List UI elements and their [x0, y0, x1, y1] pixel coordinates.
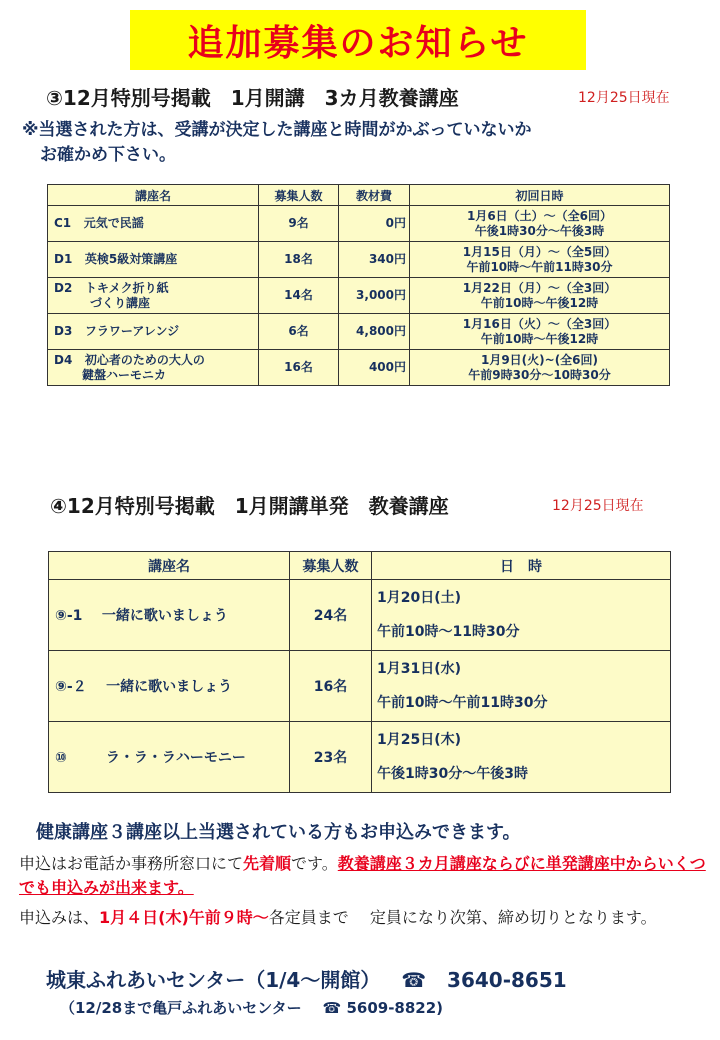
fee-cell: 340円 [339, 242, 410, 278]
header-capacity: 募集人数 [259, 185, 339, 206]
temporary-contact-line [60, 997, 443, 1018]
table-row [48, 314, 670, 350]
health-course-note: 健康講座３講座以上当選されている方もお申込みできます。 [36, 822, 521, 843]
course-name: 初心者のための大人の [84, 352, 205, 367]
header-course-name: 講座名 [49, 552, 290, 580]
course-code: C1 [54, 216, 72, 230]
apply-multiple-note: 教養講座３カ月講座ならびに単発講座中からいくつでも申込みが出来ます。 [19, 854, 706, 897]
capacity-cell: 16名 [290, 651, 372, 722]
date-line1: 1月15日（月）～（全5回） [462, 244, 617, 259]
course-name-line2: 鍵盤ハーモニカ [82, 367, 167, 382]
course-code: D1 [54, 252, 73, 266]
phone-icon: ☎ [401, 968, 427, 992]
page-title: 追加募集のお知らせ [130, 10, 586, 70]
header-datetime: 日 時 [372, 552, 671, 580]
date-cell [410, 278, 670, 314]
course-name-cell [49, 580, 290, 651]
table-row [48, 206, 670, 242]
apply-paragraph-2 [19, 906, 709, 930]
course-code: D4 [54, 352, 73, 367]
capacity-cell: 24名 [290, 580, 372, 651]
table-row [48, 350, 670, 386]
date-cell [410, 350, 670, 386]
section2-heading: ④12月特別号掲載 1月開講単発 教養講座 [50, 494, 449, 518]
date-cell [372, 722, 671, 793]
phone-icon: ☎ [322, 999, 342, 1017]
section1-note-line2: お確かめ下さい。 [40, 145, 176, 165]
course-name: トキメク折り紙 [84, 280, 169, 295]
date-line2: 午前10時～11時30分 [377, 624, 520, 640]
date-line1: 1月9日(火)~(全6回) [480, 352, 599, 367]
course-name-cell [49, 651, 290, 722]
course-code: ⑨-２ [55, 679, 87, 695]
course-code: D3 [54, 324, 73, 338]
course-name-cell [48, 350, 259, 386]
phone-number: 3640-8651 [447, 968, 567, 992]
course-code: ⑩ [55, 750, 67, 766]
fee-cell: 4,800円 [339, 314, 410, 350]
date-line2: 午前9時30分～10時30分 [468, 367, 611, 382]
date-line1: 1月31日(水) [377, 661, 462, 677]
course-code: D2 [54, 280, 73, 295]
date-line2: 午前10時～午後12時 [480, 295, 599, 310]
center-name: 城東ふれあいセンター（1/4～開館） [46, 968, 381, 992]
fee-cell: 400円 [339, 350, 410, 386]
course-table-3month [47, 184, 670, 386]
fee-cell: 3,000円 [339, 278, 410, 314]
date-line1: 1月22日（月）～（全3回） [462, 280, 617, 295]
section1-heading: ③12月特別号掲載 1月開講 3カ月教養講座 [46, 86, 459, 110]
date-line1: 1月6日（土）～（全6回） [466, 208, 613, 223]
table-row [48, 242, 670, 278]
section1-as-of: 12月25日現在 [578, 90, 670, 106]
apply-start-date: 1月４日(木)午前９時～ [99, 908, 269, 927]
temporary-phone-number: 5609-8822) [346, 999, 444, 1017]
capacity-cell: 18名 [259, 242, 339, 278]
course-name-cell [48, 242, 259, 278]
date-cell [410, 206, 670, 242]
course-table-single [48, 551, 671, 793]
date-line2: 午前10時～午前11時30分 [466, 259, 613, 274]
capacity-cell: 16名 [259, 350, 339, 386]
first-come-label: 先着順 [243, 854, 292, 873]
date-cell [410, 242, 670, 278]
date-line1: 1月20日(土) [377, 590, 462, 606]
header-capacity: 募集人数 [290, 552, 372, 580]
header-first-date: 初回日時 [410, 185, 670, 206]
course-name: 英検5級対策講座 [84, 252, 178, 266]
course-code: ⑨-1 [55, 608, 83, 624]
capacity-cell: 23名 [290, 722, 372, 793]
course-name-cell [48, 206, 259, 242]
capacity-cell: 14名 [259, 278, 339, 314]
course-name-cell [48, 278, 259, 314]
course-name: ラ・ラ・ラハーモニー [105, 750, 246, 766]
apply-start-label: 申込みは、 [19, 908, 100, 927]
table-header-row [49, 552, 671, 580]
table-header-row [48, 185, 670, 206]
table-row [49, 651, 671, 722]
section1-note-line1: ※当選された方は、受講が決定した講座と時間がかぶっていないか [22, 120, 532, 140]
apply-paragraph-1 [19, 852, 709, 900]
temporary-center: （12/28まで亀戸ふれあいセンター [60, 999, 302, 1017]
date-line1: 1月25日(木) [377, 732, 462, 748]
table-row [48, 278, 670, 314]
course-name-cell [48, 314, 259, 350]
date-cell [410, 314, 670, 350]
date-line2: 午後1時30分～午後3時 [377, 766, 528, 782]
apply-method-end: です。 [291, 854, 338, 873]
date-line1: 1月16日（火）～（全3回） [462, 316, 617, 331]
fee-cell: 0円 [339, 206, 410, 242]
course-name: フラワーアレンジ [84, 324, 180, 338]
date-cell [372, 651, 671, 722]
header-material-fee: 教材費 [339, 185, 410, 206]
capacity-cell: 6名 [259, 314, 339, 350]
apply-deadline-note: 各定員まで 定員になり次第、締め切りとなります。 [268, 908, 657, 927]
date-line2: 午前10時～午前11時30分 [377, 695, 548, 711]
table-row [49, 722, 671, 793]
course-name-cell [49, 722, 290, 793]
capacity-cell: 9名 [259, 206, 339, 242]
course-name: 一緒に歌いましょう [101, 608, 228, 624]
date-line2: 午前10時～午後12時 [480, 331, 599, 346]
course-name: 一緒に歌いましょう [106, 679, 233, 695]
course-name-line2: づくり講座 [90, 295, 151, 310]
apply-method: 申込はお電話か事務所窓口にて [19, 854, 244, 873]
header-course-name: 講座名 [48, 185, 259, 206]
contact-line [46, 964, 567, 993]
date-line2: 午後1時30分～午後3時 [474, 223, 605, 238]
section2-as-of: 12月25日現在 [552, 498, 644, 514]
course-name: 元気で民謡 [83, 216, 144, 230]
date-cell [372, 580, 671, 651]
table-row [49, 580, 671, 651]
